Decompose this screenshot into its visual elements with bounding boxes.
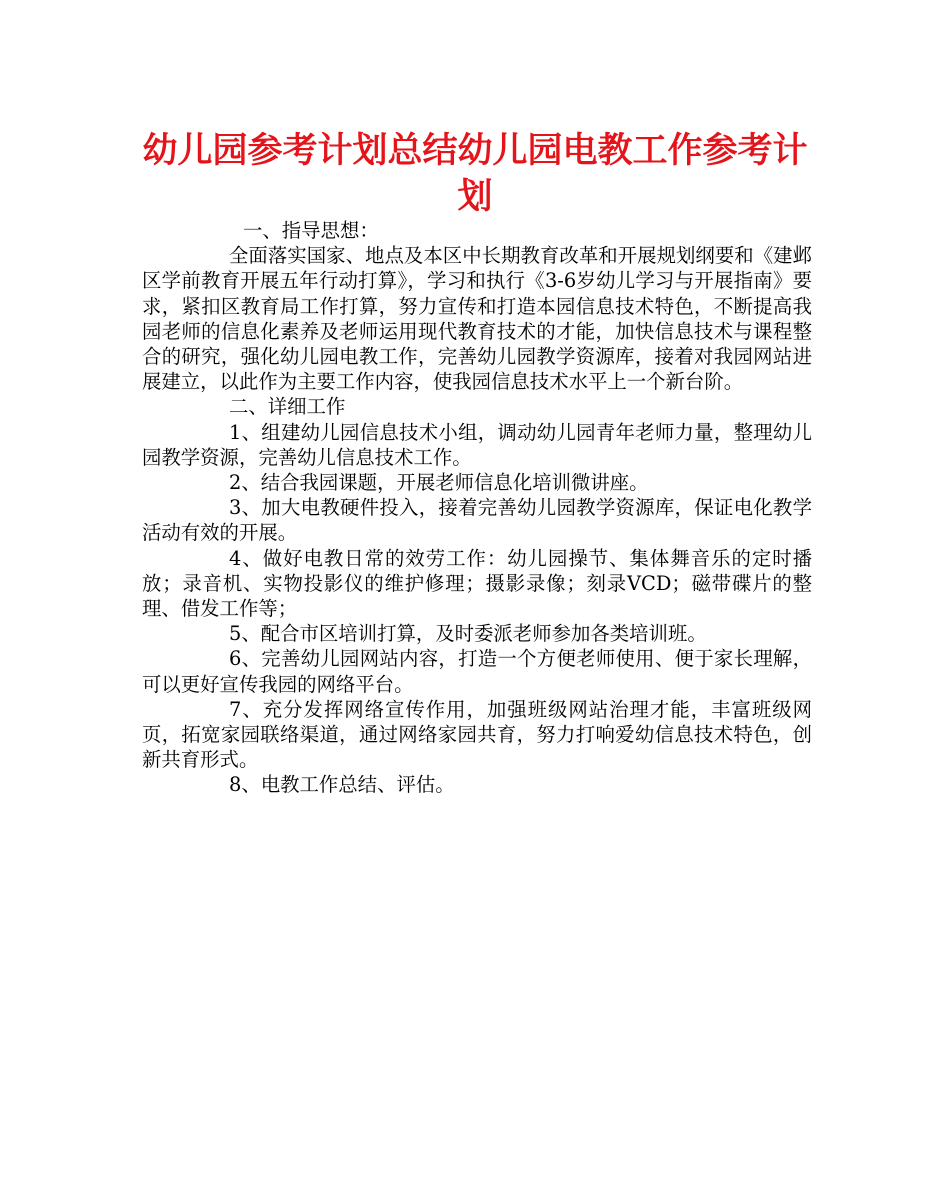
work-item-1: 1、组建幼儿园信息技术小组，调动幼儿园青年老师力量，整理幼儿园教学资源，完善幼儿信息技术工作。	[142, 420, 812, 469]
work-item-7: 7、充分发挥网络宣传作用，加强班级网站治理才能，丰富班级网页，拓宽家园联络渠道，通过网络家园共育，努力打响爱幼信息技术特色，创新共育形式。	[142, 697, 812, 772]
paragraph-guiding-thought: 全面落实国家、地点及本区中长期教育改革和开展规划纲要和《建邺区学前教育开展五年行动打算》，学习和执行《3-6岁幼儿学习与开展指南》要求，紧扣区教育局工作打算，努力宣传和打造本园信息技术特色，不断提高我园老师的信息化素养及老师运用现代教育技术的才能，加快信息技术与课程整合的研究，强化幼儿园电教工作，完善幼儿园教学资源库，接着对我园网站进展建立，以此作为主要工作内容，使我园信息技术水平上一个新台阶。	[142, 244, 812, 394]
section-heading-detailed-work: 二、详细工作	[229, 395, 346, 419]
document-title: 幼儿园参考计划总结幼儿园电教工作参考计划	[142, 131, 808, 217]
section-heading-guiding-thought: 一、指导思想：	[243, 219, 379, 242]
work-item-8: 8、电教工作总结、评估。	[229, 773, 455, 797]
document-body	[142, 218, 812, 798]
work-item-6: 6、完善幼儿园网站内容，打造一个方便老师使用、便于家长理解，可以更好宣传我园的网络平台。	[142, 647, 812, 696]
work-item-2: 2、结合我园课题，开展老师信息化培训微讲座。	[229, 471, 649, 495]
work-item-3: 3、加大电教硬件投入，接着完善幼儿园教学资源库，保证电化教学活动有效的开展。	[142, 496, 812, 545]
work-item-4: 4、做好电教日常的效劳工作：幼儿园操节、集体舞音乐的定时播放；录音机、实物投影仪的维护修理；摄影录像；刻录VCD；磁带碟片的整理、借发工作等；	[142, 546, 812, 621]
work-item-5: 5、配合市区培训打算，及时委派老师参加各类培训班。	[229, 622, 707, 646]
